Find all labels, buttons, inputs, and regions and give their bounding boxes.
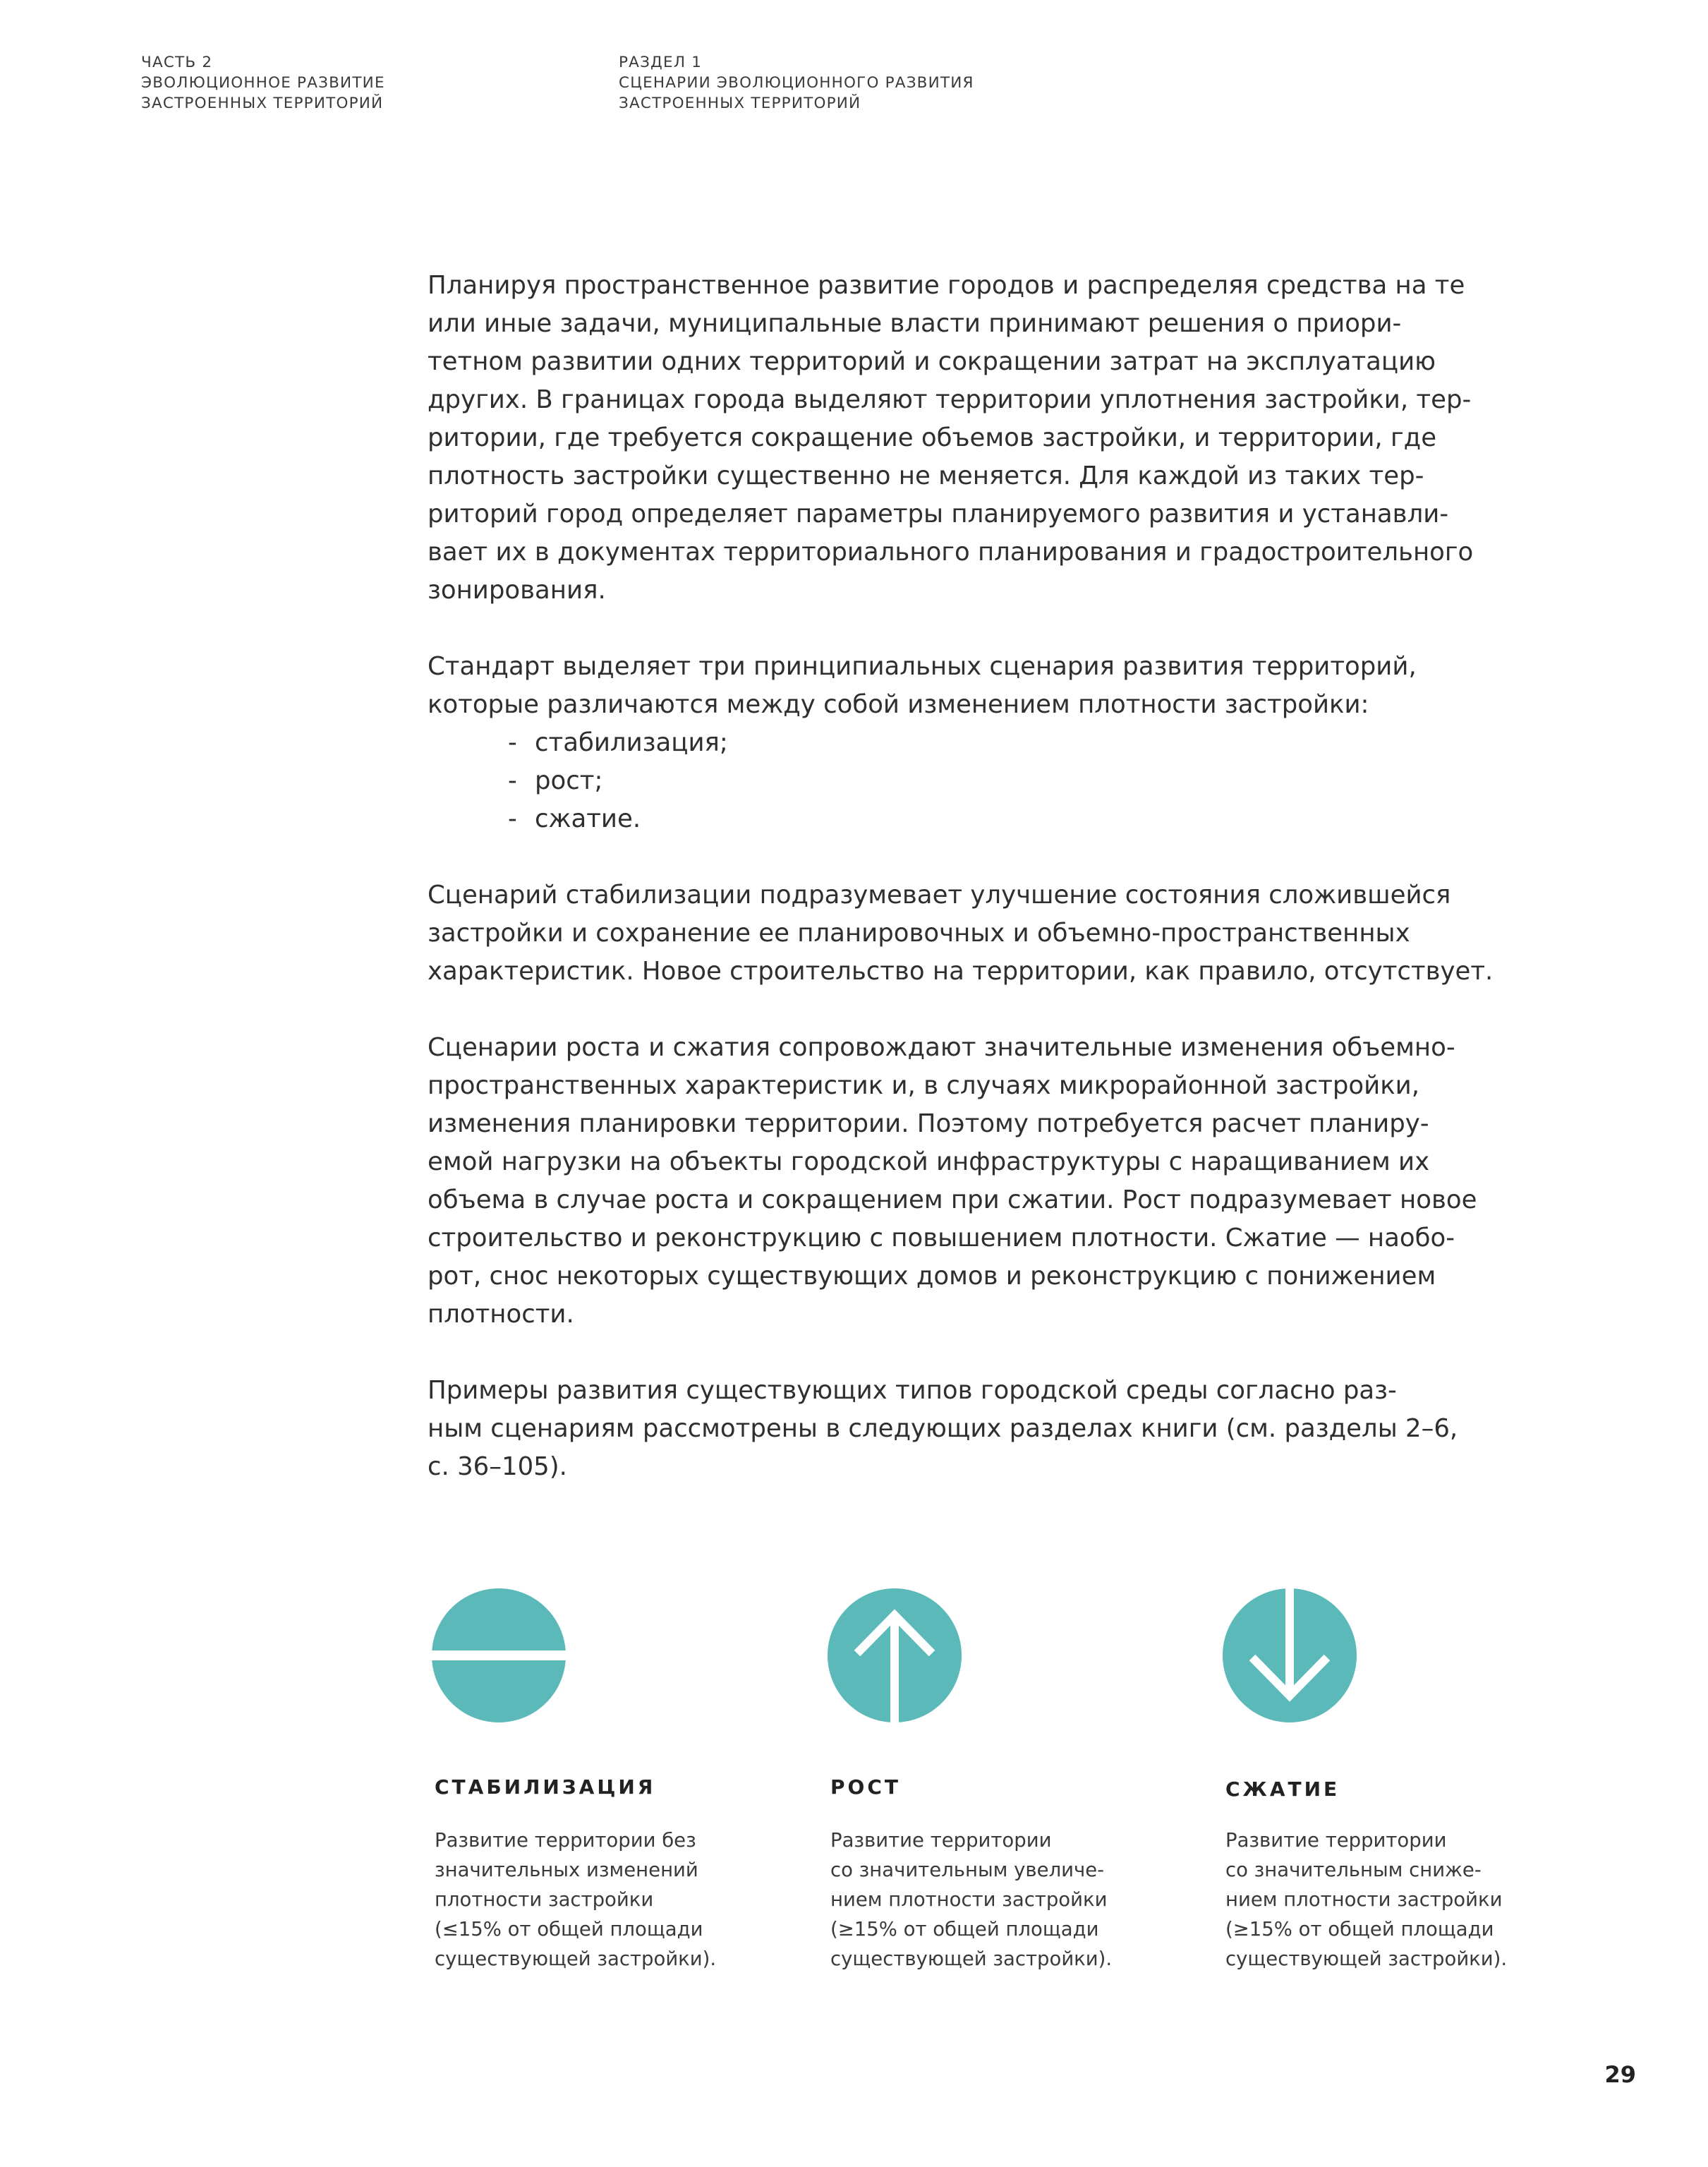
text-line: емой нагрузки на объекты городской инфраструктуры с наращиванием их bbox=[428, 1147, 1430, 1176]
scenario-title: СЖАТИЕ bbox=[1225, 1777, 1340, 1801]
text-line: тетном развитии одних территорий и сокращении затрат на эксплуатацию bbox=[428, 347, 1436, 376]
desc-line: плотности застройки bbox=[435, 1888, 654, 1911]
desc-line: существующей застройки). bbox=[1225, 1948, 1508, 1970]
text-line: ным сценариям рассмотрены в следующих разделах книги (см. разделы 2–6, bbox=[428, 1414, 1458, 1443]
main-text bbox=[428, 267, 1542, 1524]
text-line: зонирования. bbox=[428, 576, 606, 605]
text-line: Сценарий стабилизации подразумевает улучшение состояния сложившейся bbox=[428, 881, 1451, 910]
text-line: рот, снос некоторых существующих домов и реконструкцию с понижением bbox=[428, 1262, 1436, 1291]
desc-line: Развитие территории без bbox=[435, 1829, 696, 1852]
scenario-description bbox=[435, 1825, 716, 1974]
arrow-down-icon bbox=[1223, 1588, 1357, 1722]
scenario-description bbox=[1225, 1825, 1507, 1974]
running-head-line: РАЗДЕЛ 1 bbox=[619, 54, 703, 71]
paragraph-standard bbox=[428, 648, 1542, 724]
text-line: объема в случае роста и сокращением при сжатии. Рост подразумевает новое bbox=[428, 1185, 1477, 1214]
scenario-title: СТАБИЛИЗАЦИЯ bbox=[435, 1775, 656, 1799]
running-head-line: ЭВОЛЮЦИОННОЕ РАЗВИТИЕ bbox=[141, 74, 385, 92]
text-line: строительство и реконструкцию с повышением плотности. Сжатие — наобо- bbox=[428, 1224, 1455, 1252]
paragraph-stabilization bbox=[428, 876, 1542, 991]
paragraph-intro bbox=[428, 267, 1542, 610]
paragraph-growth-shrink bbox=[428, 1029, 1542, 1334]
running-head-line: ЗАСТРОЕННЫХ ТЕРРИТОРИЙ bbox=[619, 95, 861, 112]
running-head-line: СЦЕНАРИИ ЭВОЛЮЦИОННОГО РАЗВИТИЯ bbox=[619, 74, 974, 92]
running-head-section bbox=[619, 52, 974, 114]
desc-line: Развитие территории bbox=[1225, 1829, 1447, 1852]
desc-line: нием плотности застройки bbox=[830, 1888, 1108, 1911]
list-item: - рост; bbox=[508, 766, 603, 795]
desc-line: существующей застройки). bbox=[830, 1948, 1113, 1970]
text-line: характеристик. Новое строительство на территории, как правило, отсутствует. bbox=[428, 957, 1494, 986]
page-number: 29 bbox=[1604, 2061, 1636, 2088]
scenario-stabilization bbox=[432, 1588, 785, 1970]
running-head-part bbox=[141, 52, 385, 114]
desc-line: значительных изменений bbox=[435, 1859, 698, 1881]
arrow-up-icon bbox=[828, 1588, 962, 1722]
desc-line: (≥15% от общей площади bbox=[830, 1918, 1099, 1940]
desc-line: Развитие территории bbox=[830, 1829, 1052, 1852]
text-line: или иные задачи, муниципальные власти принимают решения о приори- bbox=[428, 309, 1402, 338]
text-line: пространственных характеристик и, в случаях микрорайонной застройки, bbox=[428, 1071, 1419, 1100]
running-head-line: ЧАСТЬ 2 bbox=[141, 54, 213, 71]
running-head-line: ЗАСТРОЕННЫХ ТЕРРИТОРИЙ bbox=[141, 95, 384, 112]
text-line: застройки и сохранение ее планировочных и объемно-пространственных bbox=[428, 919, 1410, 948]
text-line: Примеры развития существующих типов городской среды согласно раз- bbox=[428, 1376, 1397, 1405]
text-line: вает их в документах территориального планирования и градостроительного bbox=[428, 538, 1474, 567]
scenario-description bbox=[830, 1825, 1112, 1974]
scenario-title: РОСТ bbox=[830, 1775, 901, 1799]
text-line: ритории, где требуется сокращение объемов застройки, и территории, где bbox=[428, 423, 1437, 452]
list-item: - сжатие. bbox=[508, 804, 641, 833]
desc-line: со значительным увеличе- bbox=[830, 1859, 1105, 1881]
desc-line: (≤15% от общей площади bbox=[435, 1918, 703, 1940]
text-line: других. В границах города выделяют территории уплотнения застройки, тер- bbox=[428, 385, 1472, 414]
text-line: изменения планировки территории. Поэтому потребуется расчет планиру- bbox=[428, 1109, 1429, 1138]
paragraph-examples bbox=[428, 1372, 1542, 1486]
scenario-growth bbox=[828, 1588, 1180, 1970]
text-line: плотности. bbox=[428, 1300, 574, 1329]
text-line: плотность застройки существенно не меняется. Для каждой из таких тер- bbox=[428, 461, 1424, 490]
text-line: Стандарт выделяет три принципиальных сценария развития территорий, bbox=[428, 652, 1417, 681]
scenario-list bbox=[428, 724, 1542, 838]
text-line: которые различаются между собой изменением плотности застройки: bbox=[428, 690, 1369, 719]
list-item: - стабилизация; bbox=[508, 728, 728, 757]
text-line: с. 36–105). bbox=[428, 1452, 567, 1481]
desc-line: существующей застройки). bbox=[435, 1948, 717, 1970]
scenario-shrink bbox=[1223, 1588, 1575, 1970]
text-line: Сценарии роста и сжатия сопровождают значительные изменения объемно- bbox=[428, 1033, 1455, 1062]
desc-line: (≥15% от общей площади bbox=[1225, 1918, 1494, 1940]
text-line: Планируя пространственное развитие городов и распределяя средства на те bbox=[428, 271, 1465, 300]
desc-line: нием плотности застройки bbox=[1225, 1888, 1503, 1911]
stabilization-icon bbox=[432, 1588, 566, 1722]
desc-line: со значительным сниже- bbox=[1225, 1859, 1482, 1881]
text-line: риторий город определяет параметры планируемого развития и устанавли- bbox=[428, 500, 1449, 529]
